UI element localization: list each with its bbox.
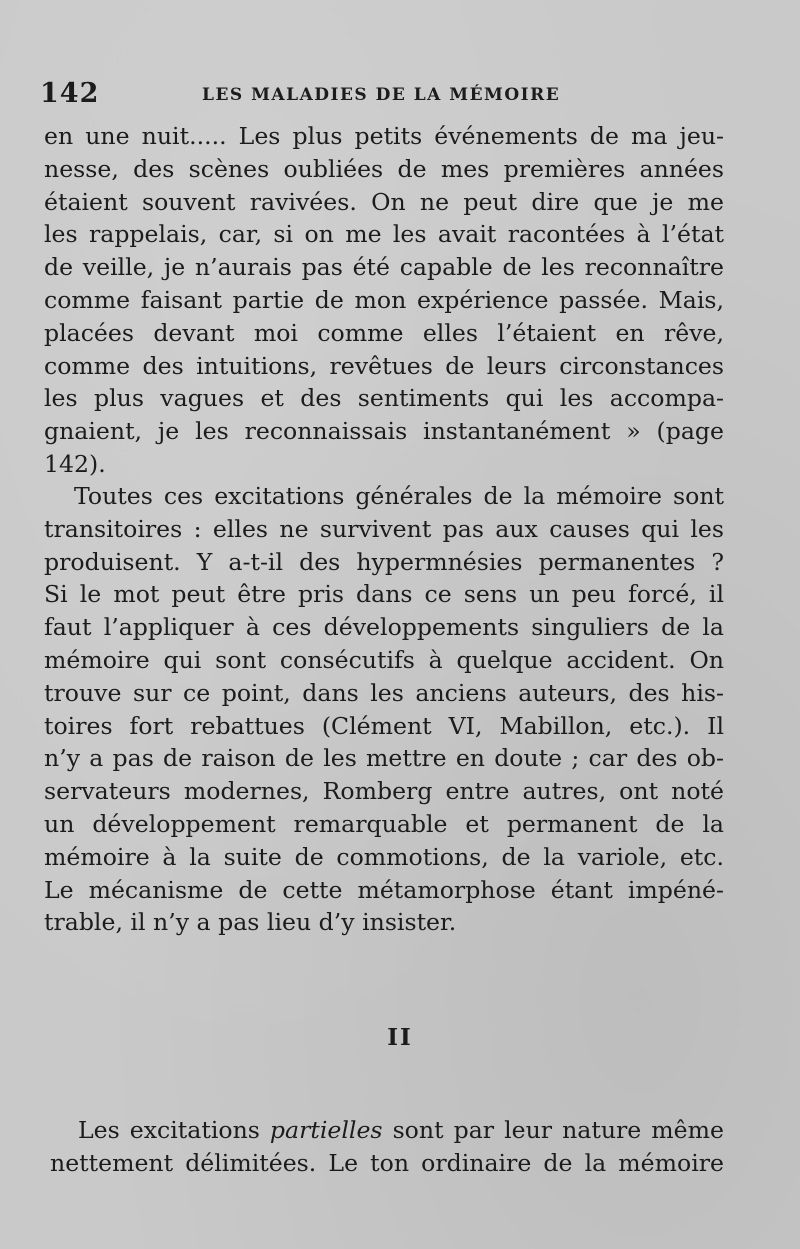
text-run: Les excitations: [78, 1116, 270, 1144]
text-line: comme des intuitions, revêtues de leurs circonstances: [44, 351, 724, 380]
paragraph-partial-excitations: [50, 1114, 724, 1180]
text-line: nettement délimitées. Le ton ordinaire de la mémoire: [50, 1148, 724, 1177]
text-line: mémoire à la suite de commotions, de la variole, etc.: [44, 842, 724, 871]
text-line: Toutes ces excitations générales de la mémoire sont: [74, 482, 724, 510]
text-line: transitoires : elles ne survivent pas aux causes qui les: [44, 514, 724, 543]
running-head: [40, 78, 730, 118]
text-run: sont par leur nature même: [382, 1116, 724, 1144]
text-line: faut l’appliquer à ces développements singuliers de la: [44, 613, 724, 642]
text-line: comme faisant partie de mon expérience passée. Mais,: [44, 285, 724, 314]
text-line: gnaient, je les reconnaissais instantanément » (page: [44, 417, 724, 446]
text-line: Le mécanisme de cette métamorphose étant impéné-: [44, 875, 724, 904]
text-line: placées devant moi comme elles l’étaient en rêve,: [44, 318, 724, 347]
text-line: servateurs modernes, Romberg entre autres, ont noté: [44, 777, 724, 806]
text-line: toires fort rebattues (Clément VI, Mabillon, etc.). Il: [44, 711, 724, 740]
text-line: les rappelais, car, si on me les avait racontées à l’état: [44, 220, 724, 249]
text-line: en une nuit..... Les plus petits événements de ma jeu-: [44, 122, 724, 150]
text-line: mémoire qui sont consécutifs à quelque accident. On: [44, 645, 724, 674]
text-line: Si le mot peut être pris dans ce sens un peu forcé, il: [44, 580, 724, 609]
text-line: de veille, je n’aurais pas été capable de les reconnaître: [44, 253, 724, 282]
section-number: II: [387, 1024, 413, 1051]
text-line: n’y a pas de raison de les mettre en doute ; car des ob-: [44, 744, 724, 773]
text-line: 142).: [44, 449, 106, 478]
text-line: produisent. Y a-t-il des hypermnésies permanentes ?: [44, 547, 724, 576]
text-line: trable, il n’y a pas lieu d’y insister.: [44, 908, 457, 937]
paragraph-continued: [44, 120, 724, 481]
text-line: nesse, des scènes oubliées de mes premières années: [44, 154, 724, 183]
text-line: trouve sur ce point, dans les anciens auteurs, des his-: [44, 678, 724, 707]
emphasis-word: partielles: [269, 1116, 383, 1144]
page-number: 142: [40, 78, 100, 109]
text-line: les plus vagues et des sentiments qui les accompa-: [44, 384, 724, 413]
running-title: LES MALADIES DE LA MÉMOIRE: [202, 85, 561, 105]
paragraph-hypermnesia: [44, 480, 724, 939]
text-line: [50, 1114, 724, 1147]
text-line: un développement remarquable et permanent de la: [44, 809, 724, 838]
text-line: étaient souvent ravivées. On ne peut dire que je me: [44, 187, 724, 216]
